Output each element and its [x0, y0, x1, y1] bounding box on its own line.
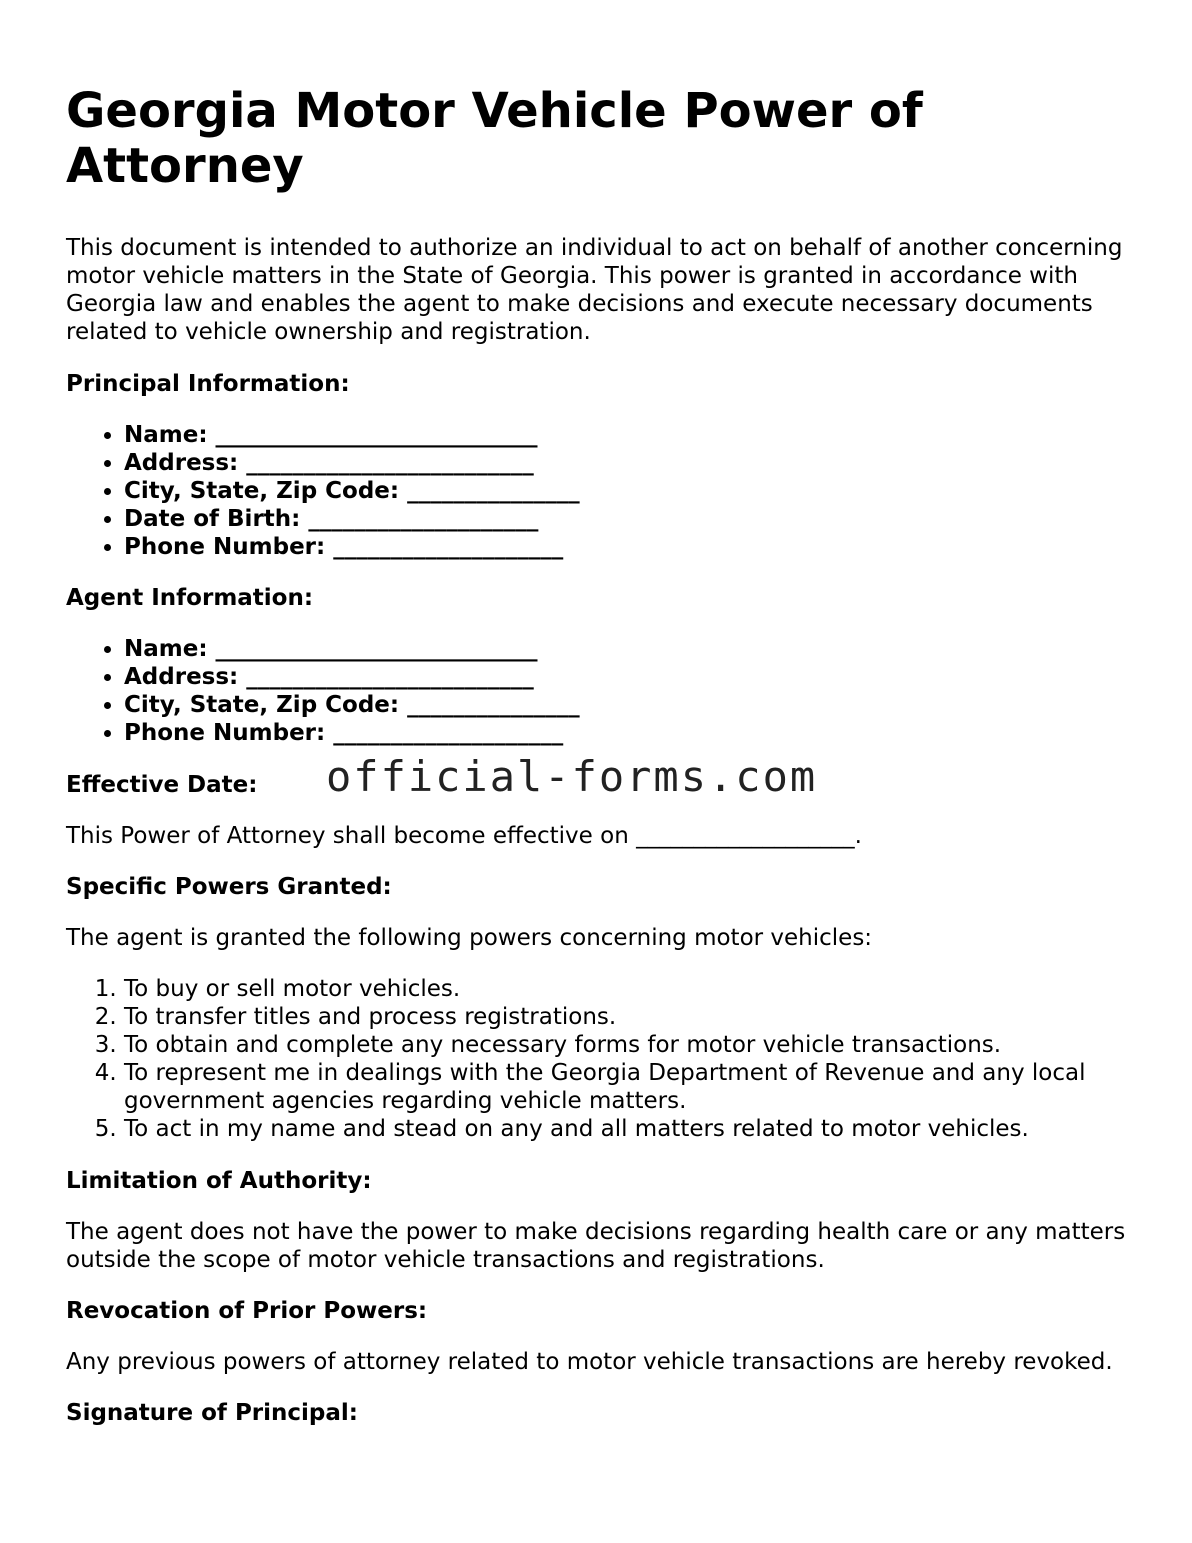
document-page: [66, 0, 1136, 1427]
principal-dob-field[interactable]: • Date of Birth: ____________________: [124, 505, 1136, 533]
principal-phone-field[interactable]: • Phone Number: ____________________: [124, 533, 1136, 561]
limitation-text: The agent does not have the power to make decisions regarding health care or any matters outside the scope of motor vehicle transactions and registrations.: [66, 1219, 1126, 1273]
effective-date-heading: Effective Date:: [66, 772, 258, 798]
principal-heading: Principal Information:: [66, 371, 350, 397]
power-item: 1. To buy or sell motor vehicles.: [124, 975, 1136, 1003]
principal-city-state-zip-field[interactable]: • City, State, Zip Code: _______________: [124, 477, 1136, 505]
agent-name-field[interactable]: • Name: ____________________________: [124, 635, 1136, 663]
document-title: Georgia Motor Vehicle Power of Attorney: [66, 83, 923, 194]
agent-phone-field[interactable]: • Phone Number: ____________________: [124, 719, 1136, 747]
effective-date-text[interactable]: This Power of Attorney shall become effective on ___________________.: [66, 823, 862, 849]
agent-address-field[interactable]: • Address: _________________________: [124, 663, 1136, 691]
principal-address-field[interactable]: • Address: _________________________: [124, 449, 1136, 477]
principal-fields: [66, 421, 1136, 561]
intro-paragraph: This document is intended to authorize an individual to act on behalf of another concerning motor vehicle matters in the State of Georgia. This power is granted in accordance with Georgia law and enables the agent to make decisions and execute necessary documents related to vehicle ownership and registration.: [66, 235, 1123, 345]
limitation-heading: Limitation of Authority:: [66, 1168, 372, 1194]
revocation-heading: Revocation of Prior Powers:: [66, 1298, 428, 1324]
signature-heading: Signature of Principal:: [66, 1400, 358, 1426]
power-item: 3. To obtain and complete any necessary forms for motor vehicle transactions.: [124, 1031, 1136, 1059]
power-item: 4. To represent me in dealings with the Georgia Department of Revenue and any local government agencies regarding vehicle matters.: [124, 1059, 1136, 1115]
powers-list: [66, 975, 1136, 1143]
powers-lead: The agent is granted the following powers concerning motor vehicles:: [66, 925, 873, 951]
agent-fields: [66, 635, 1136, 747]
power-item: 5. To act in my name and stead on any and all matters related to motor vehicles.: [124, 1115, 1136, 1143]
principal-name-field[interactable]: • Name: ____________________________: [124, 421, 1136, 449]
powers-heading: Specific Powers Granted:: [66, 874, 392, 900]
watermark-text: official-forms.com: [326, 752, 818, 801]
agent-city-state-zip-field[interactable]: • City, State, Zip Code: _______________: [124, 691, 1136, 719]
power-item: 2. To transfer titles and process registrations.: [124, 1003, 1136, 1031]
revocation-text: Any previous powers of attorney related to motor vehicle transactions are hereby revoked.: [66, 1349, 1113, 1375]
agent-heading: Agent Information:: [66, 585, 314, 611]
